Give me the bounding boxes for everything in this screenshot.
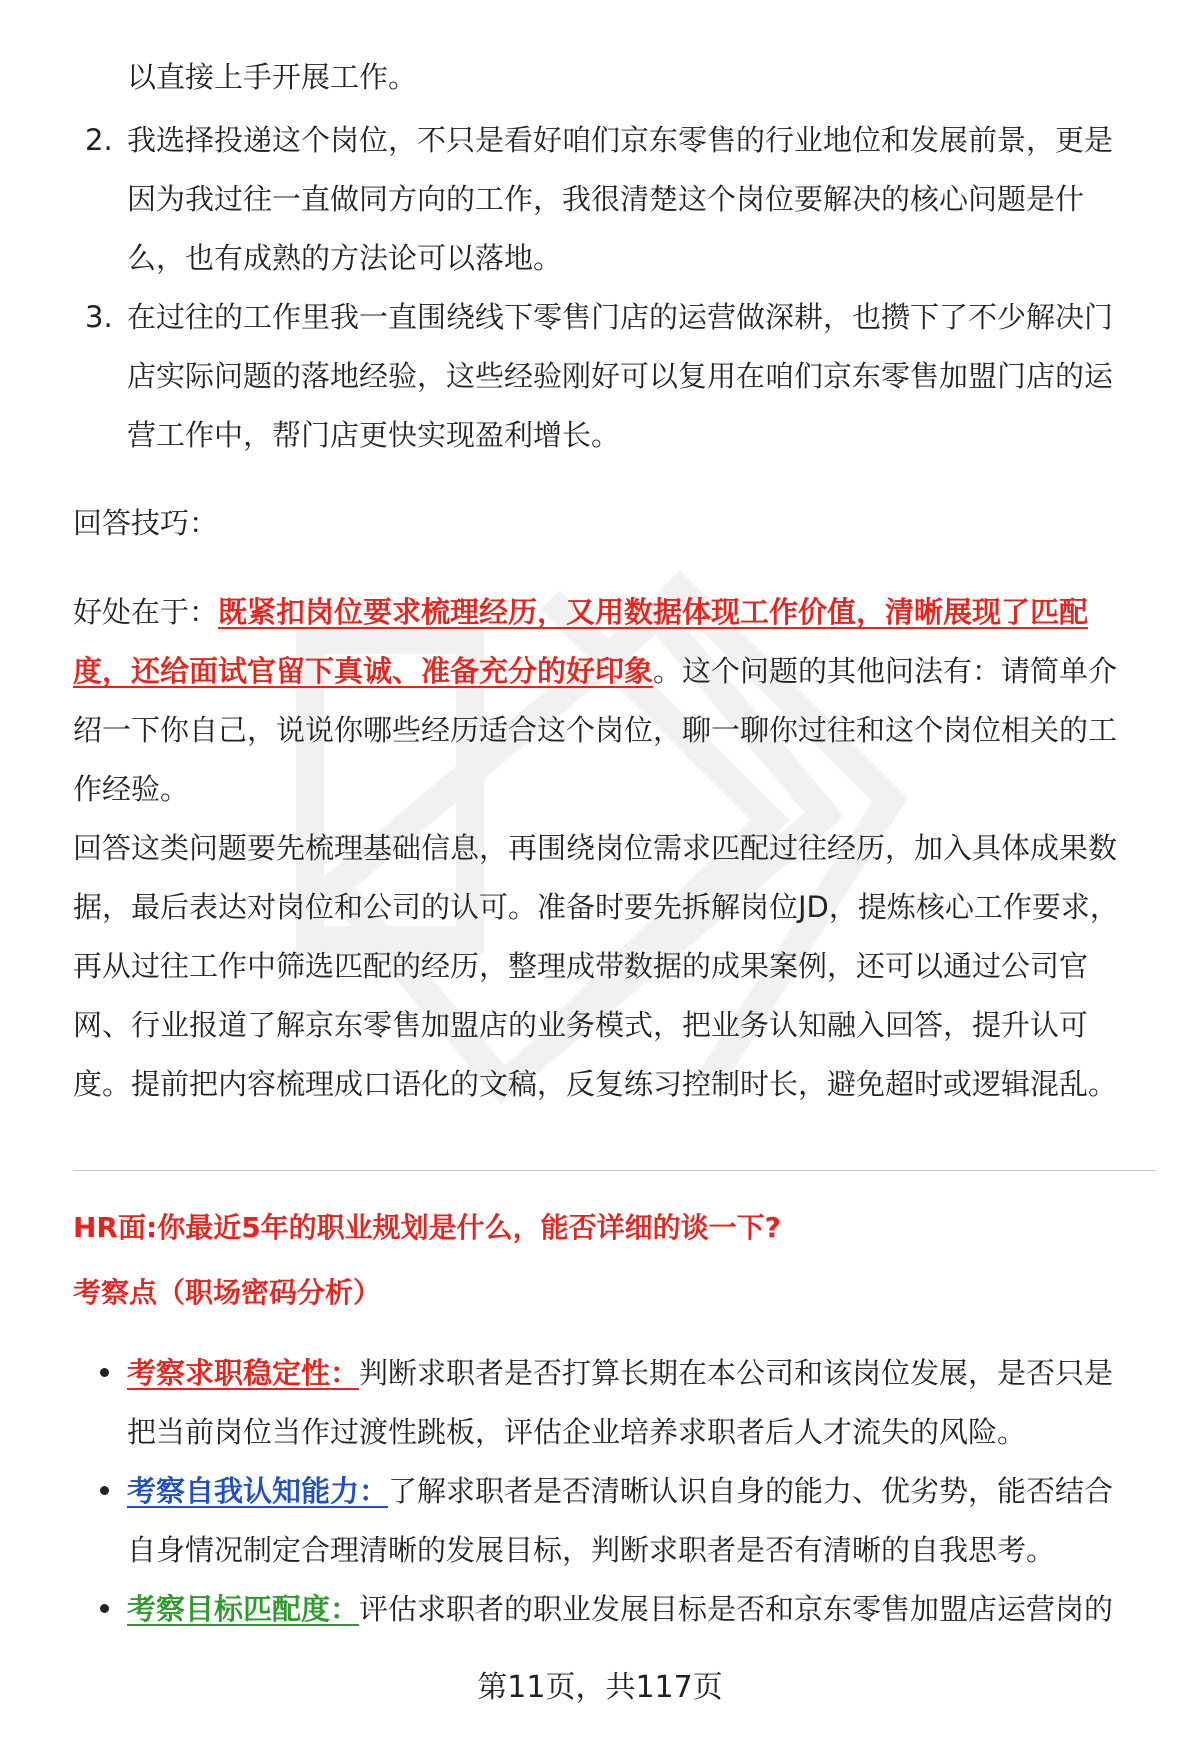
bullet-dot-1 — [100, 1368, 109, 1377]
bullet-2-line-1 — [127, 1471, 1113, 1511]
benefit-line-2 — [73, 651, 1117, 691]
approach-line-3: 再从过往工作中筛选匹配的经历，整理成带数据的成果案例，还可以通过公司官 — [73, 949, 1089, 983]
benefit-line-1 — [73, 592, 1088, 632]
list-item-2-line-2: 因为我过往一直做同方向的工作，我很清楚这个岗位要解决的核心问题是什 — [127, 182, 1085, 216]
benefit-rest: 。这个问题的其他问法有：请简单介 — [653, 654, 1118, 688]
approach-line-4: 网、行业报道了解京东零售加盟店的业务模式，把业务认知融入回答，提升认可 — [73, 1008, 1089, 1042]
approach-line-2: 据，最后表达对岗位和公司的认可。准备时要先拆解岗位JD，提炼核心工作要求， — [73, 890, 1119, 924]
bullet-2-text: 了解求职者是否清晰认识自身的能力、优劣势，能否结合 — [388, 1474, 1114, 1508]
approach-line-5: 度。提前把内容梳理成口语化的文稿，反复练习控制时长，避免超时或逻辑混乱。 — [73, 1067, 1118, 1101]
list-item-3-line-3: 营工作中，帮门店更快实现盈利增长。 — [127, 418, 621, 452]
section-divider — [73, 1170, 1156, 1171]
bullet-3-text: 评估求职者的职业发展目标是否和京东零售加盟店运营岗的 — [359, 1592, 1114, 1626]
list-item-3-line-2: 店实际问题的落地经验，这些经验刚好可以复用在咱们京东零售加盟门店的运 — [127, 359, 1114, 393]
bullet-2-line-2: 自身情况制定合理清晰的发展目标，判断求职者是否有清晰的自我思考。 — [127, 1533, 1056, 1567]
benefit-highlight-2: 度，还给面试官留下真诚、准备充分的好印象 — [73, 654, 654, 688]
hr-question-heading: HR面:你最近5年的职业规划是什么，能否详细的谈一下? — [73, 1211, 781, 1244]
bullet-dot-3 — [100, 1604, 109, 1613]
list-item-2-line-1: 我选择投递这个岗位，不只是看好咱们京东零售的行业地位和发展前景，更是 — [127, 123, 1114, 157]
list-item-2-line-3: 么，也有成熟的方法论可以落地。 — [127, 241, 563, 275]
bullet-1-line-2: 把当前岗位当作过渡性跳板，评估企业培养求职者后人才流失的风险。 — [127, 1415, 1027, 1449]
bullet-1-line-1 — [127, 1353, 1113, 1393]
benefit-line-3: 绍一下你自己，说说你哪些经历适合这个岗位，聊一聊你过往和这个岗位相关的工 — [73, 713, 1118, 747]
benefit-line-4: 作经验。 — [73, 772, 190, 806]
assessment-points-heading: 考察点（职场密码分析） — [73, 1276, 382, 1309]
page-footer: 第11页，共117页 — [477, 1670, 723, 1705]
list-item-3-line-1: 在过往的工作里我一直围绕线下零售门店的运营做深耕，也攒下了不少解决门 — [127, 300, 1114, 334]
bullet-2-label: 考察自我认知能力： — [127, 1474, 389, 1508]
bullet-dot-2 — [100, 1486, 109, 1495]
benefit-highlight-1: 既紧扣岗位要求梳理经历，又用数据体现工作价值，清晰展现了匹配 — [218, 595, 1089, 629]
approach-line-1: 回答这类问题要先梳理基础信息，再围绕岗位需求匹配过往经历，加入具体成果数 — [73, 831, 1118, 865]
list-number-3: 3. — [85, 300, 113, 334]
benefit-prefix: 好处在于： — [73, 595, 219, 629]
tips-label: 回答技巧： — [73, 506, 219, 540]
list-item-1-tail: 以直接上手开展工作。 — [127, 60, 418, 94]
bullet-3-line-1 — [127, 1589, 1113, 1629]
bullet-3-label: 考察目标匹配度： — [127, 1592, 360, 1626]
bullet-1-label: 考察求职稳定性： — [127, 1356, 360, 1390]
list-number-2: 2. — [85, 123, 113, 157]
bullet-1-text: 判断求职者是否打算长期在本公司和该岗位发展，是否只是 — [359, 1356, 1114, 1390]
